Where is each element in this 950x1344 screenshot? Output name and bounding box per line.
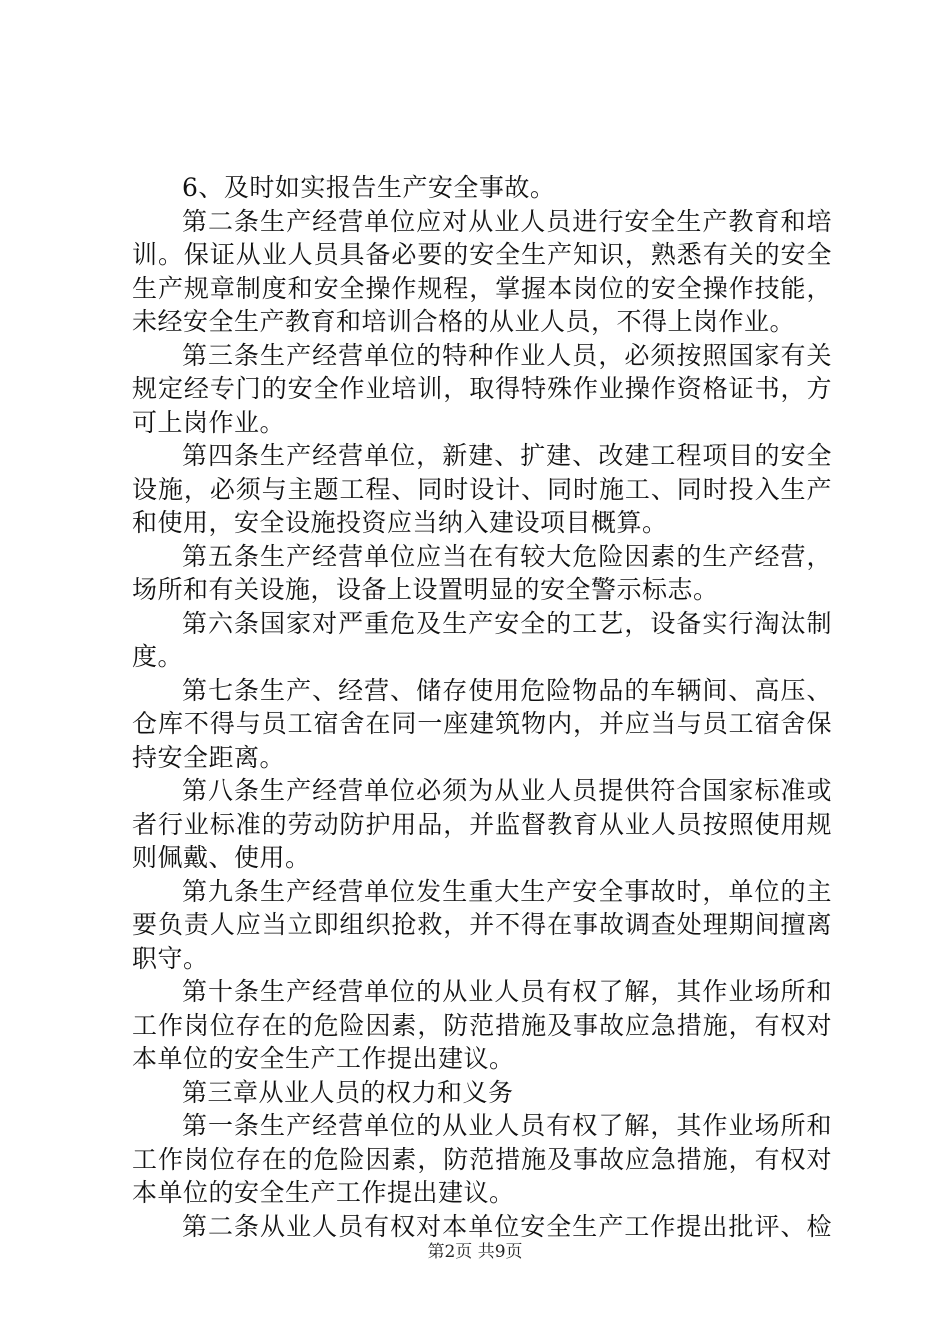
- paragraph-article-8: 第八条生产经营单位必须为从业人员提供符合国家标准或者行业标准的劳动防护用品，并监督教育从业人员按照使用规则佩戴、使用。: [132, 776, 832, 872]
- paragraph-article-7: 第七条生产、经营、储存使用危险物品的车辆间、高压、仓库不得与员工宿舍在同一座建筑物内，并应当与员工宿舍保持安全距离。: [132, 675, 832, 772]
- paragraph-article-2: 第二条生产经营单位应对从业人员进行安全生产教育和培训。保证从业人员具备必要的安全生产知识，熟悉有关的安全生产规章制度和安全操作规程，掌握本岗位的安全操作技能，未经安全生产教育和培训合格的从业人员，不得上岗作业。: [132, 206, 832, 336]
- paragraph-report-accident: 6、及时如实报告生产安全事故。: [182, 173, 556, 202]
- chapter-heading: 第三章从业人员的权力和义务: [182, 1077, 514, 1107]
- paragraph-chapter3-article-2: 第二条从业人员有权对本单位安全生产工作提出批评、检: [182, 1211, 832, 1241]
- paragraph-article-3: 第三条生产经营单位的特种作业人员，必须按照国家有关规定经专门的安全作业培训，取得特殊作业操作资格证书，方可上岗作业。: [132, 340, 832, 437]
- page-indicator: 第2页 共9页: [427, 1242, 523, 1262]
- paragraph-article-6: 第六条国家对严重危及生产安全的工艺，设备实行淘汰制度。: [132, 608, 832, 671]
- document-body: [132, 171, 832, 1243]
- paragraph-chapter3-article-1: 第一条生产经营单位的从业人员有权了解，其作业场所和工作岗位存在的危险因素，防范措施及事故应急措施，有权对本单位的安全生产工作提出建议。: [132, 1111, 832, 1207]
- paragraph-article-9: 第九条生产经营单位发生重大生产安全事故时，单位的主要负责人应当立即组织抢救，并不得在事故调查处理期间擅离职守。: [132, 876, 832, 973]
- paragraph-article-10: 第十条生产经营单位的从业人员有权了解，其作业场所和工作岗位存在的危险因素，防范措施及事故应急措施，有权对本单位的安全生产工作提出建议。: [132, 977, 832, 1073]
- paragraph-article-4: 第四条生产经营单位，新建、扩建、改建工程项目的安全设施，必须与主题工程、同时设计、同时施工、同时投入生产和使用，安全设施投资应当纳入建设项目概算。: [132, 441, 832, 537]
- paragraph-article-5: 第五条生产经营单位应当在有较大危险因素的生产经营，场所和有关设施，设备上设置明显的安全警示标志。: [132, 541, 832, 604]
